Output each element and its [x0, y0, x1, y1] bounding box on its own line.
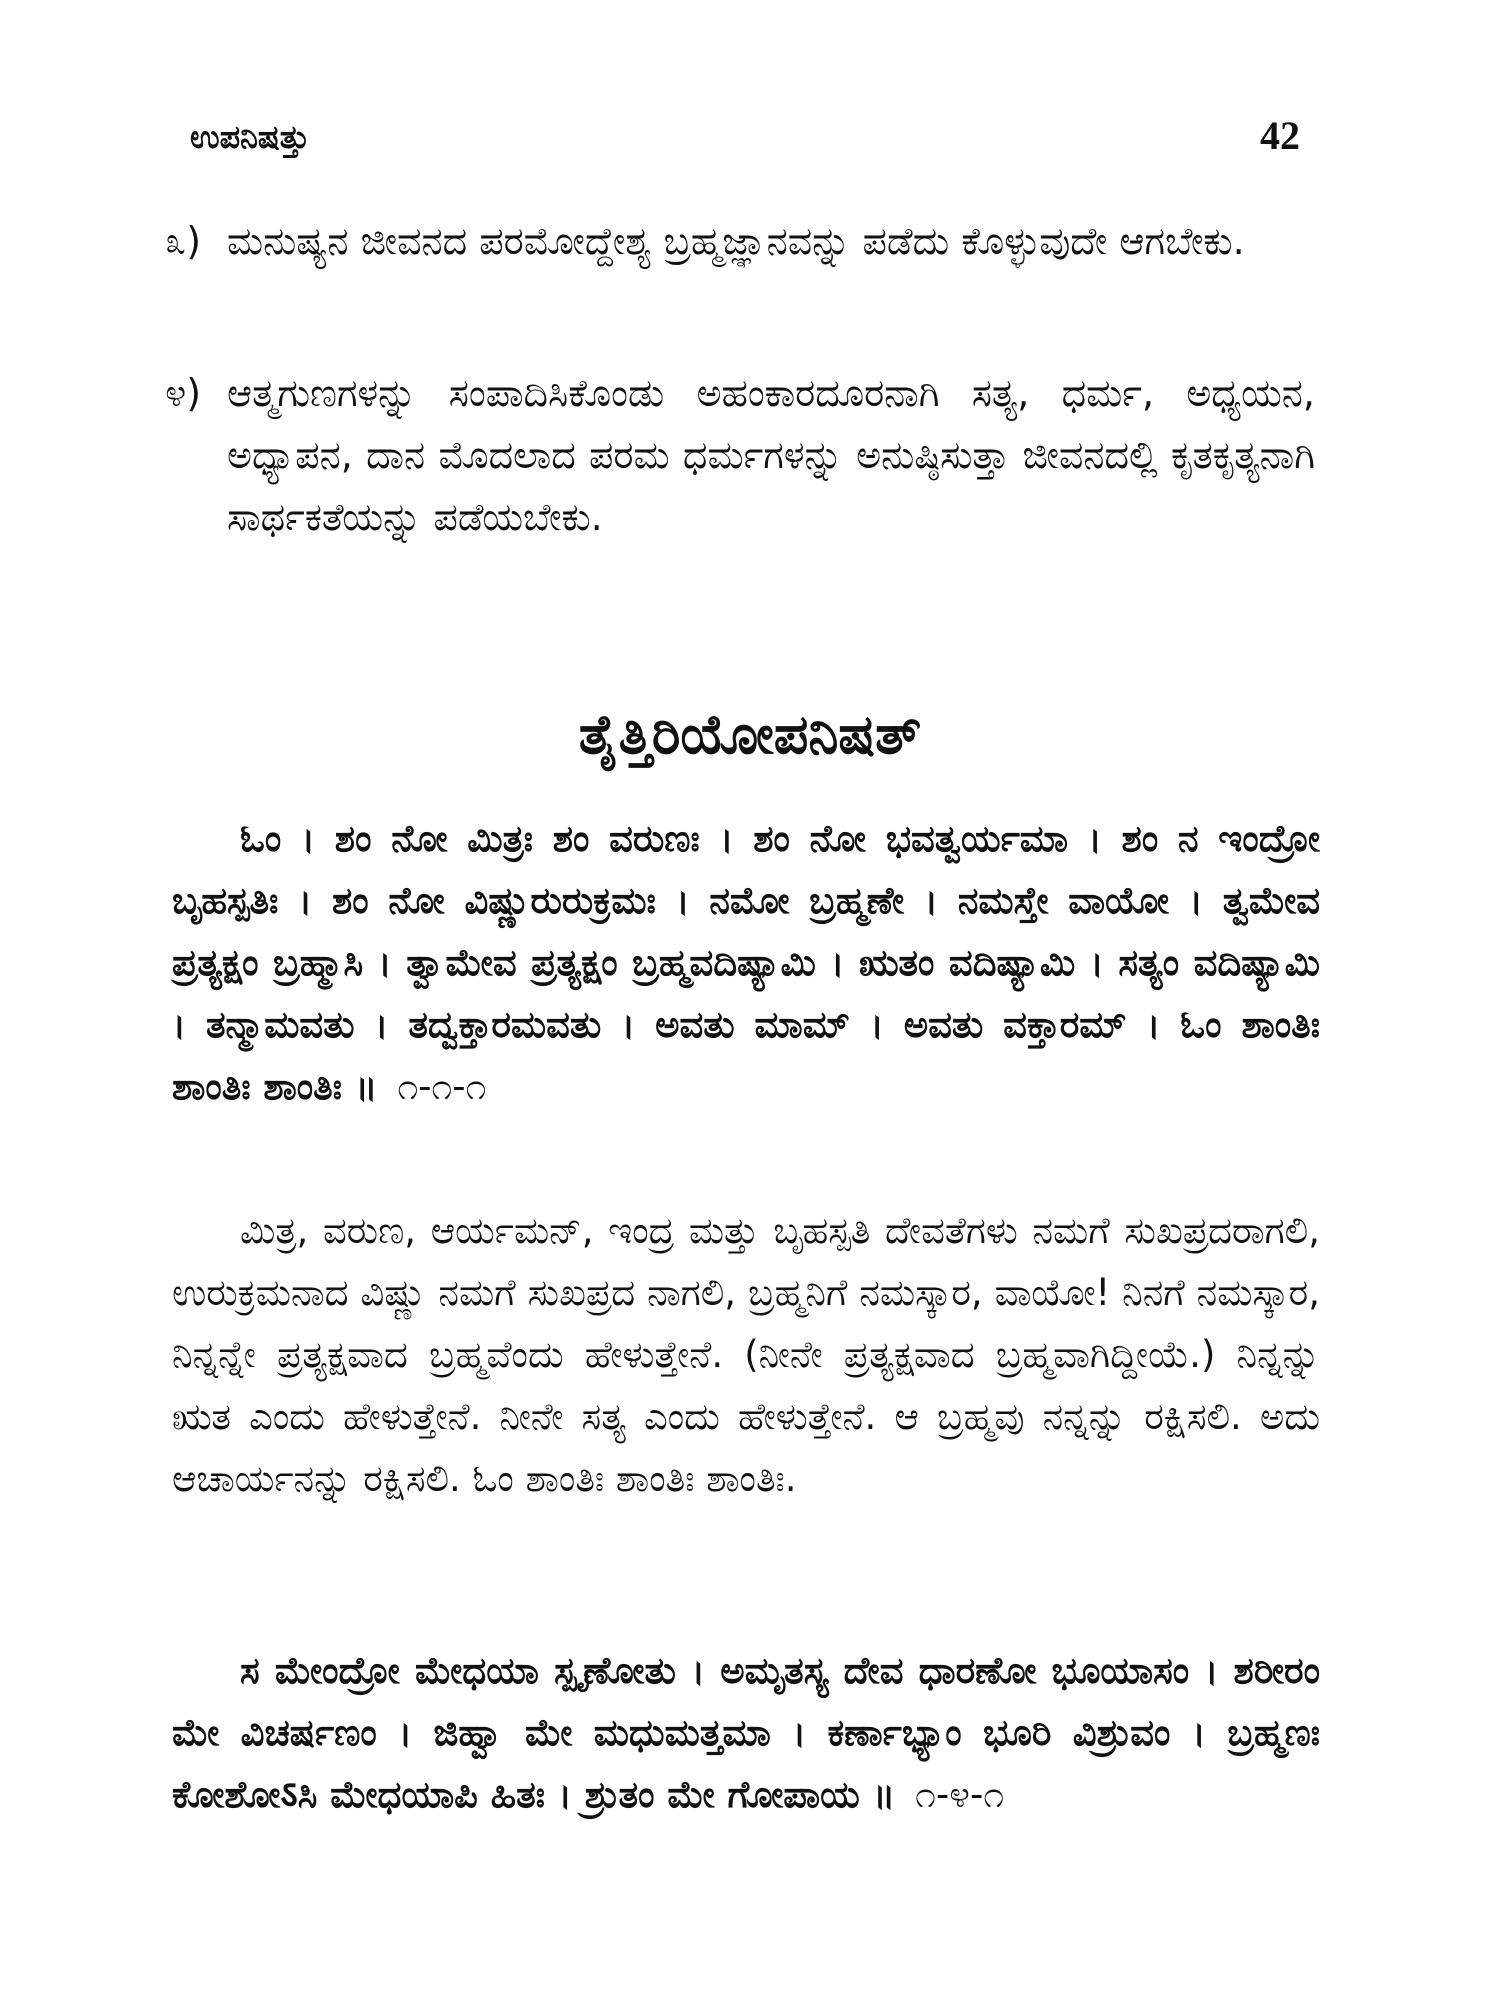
mantra-paragraph [172, 808, 1320, 1118]
list-item-number: ೩) [165, 219, 202, 263]
meaning-paragraph: ಮಿತ್ರ, ವರುಣ, ಆರ್ಯಮನ್, ಇಂದ್ರ ಮತ್ತು ಬೃಹಸ್ಪತಿ ದೇವತೆಗಳು ನಮಗೆ ಸುಖಪ್ರದರಾಗಲಿ, ಉರುಕ್ರಮನಾದ ವಿಷ್ಣು ನಮಗೆ ಸುಖಪ್ರದ ನಾಗಲಿ, ಬ್ರಹ್ಮನಿಗೆ ನಮಸ್ಕಾರ, ವಾಯೋ! ನಿನಗೆ ನಮಸ್ಕಾರ, ನಿನ್ನನ್ನೇ ಪ್ರತ್ಯಕ್ಷವಾದ ಬ್ರಹ್ಮವೆಂದು ಹೇಳುತ್ತೇನೆ. (ನೀನೇ ಪ್ರತ್ಯಕ್ಷವಾದ ಬ್ರಹ್ಮವಾಗಿದ್ದೀಯೆ.) ನಿನ್ನನ್ನು ಋತ ಎಂದು ಹೇಳುತ್ತೇನೆ. ನೀನೇ ಸತ್ಯ ಎಂದು ಹೇಳುತ್ತೇನೆ. ಆ ಬ್ರಹ್ಮವು ನನ್ನನ್ನು ರಕ್ಷಿಸಲಿ. ಅದು ಆಚಾರ್ಯನನ್ನು ರಕ್ಷಿಸಲಿ. ಓಂ ಶಾಂತಿಃ ಶಾಂತಿಃ ಶಾಂತಿಃ. [172, 1209, 1320, 1500]
list-item-text: ಆತ್ಮಗುಣಗಳನ್ನು ಸಂಪಾದಿಸಿಕೊಂಡು ಅಹಂಕಾರದೂರನಾಗಿ ಸತ್ಯ, ಧರ್ಮ, ಅಧ್ಯಯನ, ಅಧ್ಯಾಪನ, ದಾನ ಮೊದಲಾದ ಪರಮ ಧರ್ಮಗಳನ್ನು ಅನುಷ್ಠಿಸುತ್ತಾ ಜೀವನದಲ್ಲಿ ಕೃತಕೃತ್ಯನಾಗಿ ಸಾರ್ಥಕತೆಯನ್ನು ಪಡೆಯಬೇಕು. [227, 371, 1315, 539]
list-item-text: ಮನುಷ್ಯನ ಜೀವನದ ಪರಮೋದ್ದೇಶ್ಯ ಬ್ರಹ್ಮಜ್ಞಾನವನ್ನು ಪಡೆದು ಕೊಳ್ಳುವುದೇ ಆಗಬೇಕು. [227, 219, 1245, 263]
list-item [165, 362, 1315, 548]
page-number: 42 [1260, 113, 1300, 158]
mantra-paragraph [172, 1640, 1320, 1826]
mantra-text: ಸ ಮೇಂದ್ರೋ ಮೇಧಯಾ ಸ್ಪೃಣೋತು । ಅಮೃತಸ್ಯ ದೇವ ಧಾರಣೋ ಭೂಯಾಸಂ । ಶರೀರಂ ಮೇ ವಿಚರ್ಷಣಂ । ಜಿಹ್ವಾ ಮೇ ಮಧುಮತ್ತಮಾ । ಕರ್ಣಾಭ್ಯಾಂ ಭೂರಿ ವಿಶ್ರುವಂ । ಬ್ರಹ್ಮಣಃ ಕೋಶೋऽಸಿ ಮೇಧಯಾಪಿ ಹಿತಃ । ಶ್ರುತಂ ಮೇ ಗೋಪಾಯ ॥ [172, 1649, 1320, 1816]
list-item-number: ೪) [165, 371, 202, 415]
running-head: ಉಪನಿಷತ್ತು [190, 118, 310, 156]
list-item [165, 210, 1315, 272]
section-title: ತೈತ್ತಿರಿಯೋಪನಿಷತ್ [578, 703, 922, 766]
mantra-text: ಓಂ । ಶಂ ನೋ ಮಿತ್ರಃ ಶಂ ವರುಣಃ । ಶಂ ನೋ ಭವತ್ವರ್ಯಮಾ । ಶಂ ನ ಇಂದ್ರೋ ಬೃಹಸ್ಪತಿಃ । ಶಂ ನೋ ವಿಷ್ಣುರುರುಕ್ರಮಃ । ನಮೋ ಬ್ರಹ್ಮಣೇ । ನಮಸ್ತೇ ವಾಯೋ । ತ್ವಮೇವ ಪ್ರತ್ಯಕ್ಷಂ ಬ್ರಹ್ಮಾಸಿ । ತ್ವಾಮೇವ ಪ್ರತ್ಯಕ್ಷಂ ಬ್ರಹ್ಮವದಿಷ್ಯಾಮಿ । ಋತಂ ವದಿಷ್ಯಾಮಿ । ಸತ್ಯಂ ವದಿಷ್ಯಾಮಿ । ತನ್ಮಾಮವತು । ತದ್ವಕ್ತಾರಮವತು । ಅವತು ಮಾಮ್ । ಅವತು ವಕ್ತಾರಮ್ । ಓಂ ಶಾಂತಿಃ ಶಾಂತಿಃ ಶಾಂತಿಃ ॥ [172, 817, 1320, 1108]
verse-number: ೧-೧-೧ [397, 1065, 487, 1108]
verse-number: ೧-೪-೧ [915, 1773, 1005, 1816]
